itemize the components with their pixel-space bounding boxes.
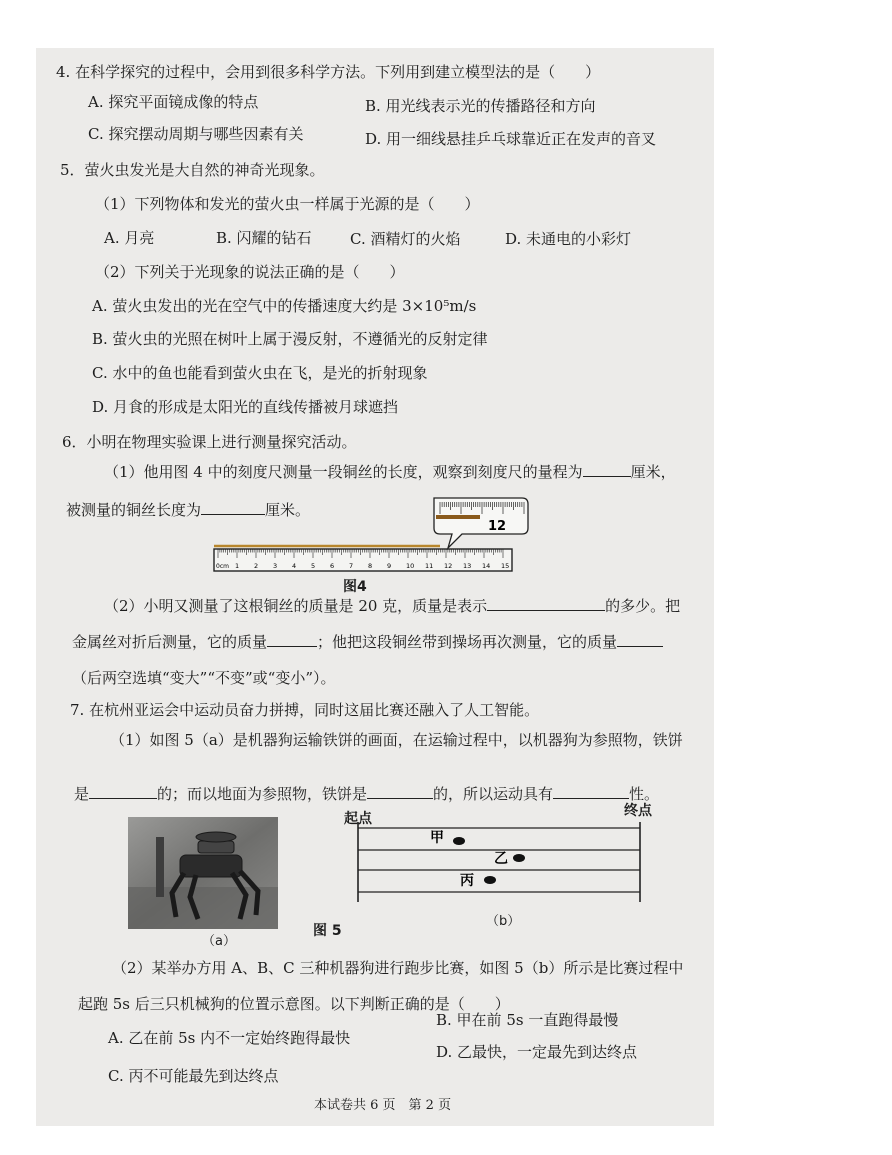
page-footer: 本试卷共 6 页 第 2 页	[314, 1098, 452, 1113]
ruler-tick-label: 15	[501, 562, 510, 570]
q7-option-d: D. 乙最快，一定最先到达终点	[436, 1043, 638, 1061]
q7-p1-text-b: 是	[74, 785, 90, 803]
ruler-unit-label: 0cm	[216, 563, 229, 570]
q6-range-blank[interactable]	[583, 462, 631, 477]
figure-5a-caption: （a）	[202, 934, 236, 949]
ruler-tick-label: 3	[273, 562, 278, 570]
q6-part2-line1	[104, 596, 680, 616]
runner-yi-dot	[513, 854, 525, 862]
q5-s2-option-c: C. 水中的鱼也能看到萤火虫在飞，是光的折射现象	[92, 364, 428, 382]
q5-s1-option-c: C. 酒精灯的火焰	[350, 230, 461, 248]
ruler-tick-label: 8	[368, 562, 373, 570]
figure-5a-robot-dog-photo	[128, 817, 278, 929]
zoom-callout-label: 12	[488, 519, 507, 534]
figure-5b-caption: （b）	[486, 914, 521, 929]
q4-option-d: D. 用一细线悬挂乒乓球靠近正在发声的音叉	[365, 130, 657, 148]
q6-p1-text-c: 被测量的铜丝长度为	[66, 501, 202, 519]
q4-option-b: B. 用光线表示光的传播路径和方向	[365, 97, 596, 115]
ruler-tick-label: 1	[235, 562, 240, 570]
q7-p1-text-e: 性。	[629, 785, 660, 803]
finish-label: 终点	[624, 803, 652, 819]
q7-blank-3[interactable]	[553, 784, 629, 799]
q7-part1-line1: （1）如图 5（a）是机器狗运输铁饼的画面，在运输过程中，以机器狗为参照物，铁饼	[110, 731, 683, 749]
q7-option-a: A. 乙在前 5s 内不一定始终跑得最快	[108, 1029, 351, 1047]
q5-s1-option-d: D. 未通电的小彩灯	[505, 230, 632, 248]
q7-blank-1[interactable]	[89, 784, 157, 799]
q6-part2-line2	[72, 632, 663, 652]
q7-part1-line2	[74, 784, 659, 804]
figure-5-caption: 图 5	[313, 923, 342, 939]
ruler-tick-label: 12	[444, 562, 453, 570]
q6-p2-text-b: 的多少。把	[605, 597, 681, 615]
ruler-tick-label: 10	[406, 562, 415, 570]
q5-stem: 5．萤火虫发光是大自然的神奇光现象。	[60, 161, 325, 179]
q6-p2-text-c: 金属丝对折后测量，它的质量	[72, 633, 268, 651]
q5-sub1: （1）下列物体和发光的萤火虫一样属于光源的是（ ）	[95, 195, 480, 213]
q7-blank-2[interactable]	[367, 784, 433, 799]
q6-p1-text-d: 厘米。	[265, 501, 311, 519]
ruler-tick-label: 11	[425, 562, 434, 570]
q4-option-c: C. 探究摆动周期与哪些因素有关	[88, 125, 304, 143]
q6-part1-line1	[104, 462, 676, 482]
q7-option-b: B. 甲在前 5s 一直跑得最慢	[436, 1011, 619, 1029]
runner-yi-label: 乙	[494, 851, 508, 867]
runner-jia-label: 甲	[430, 830, 444, 846]
ruler-tick-label: 5	[311, 562, 316, 570]
zoom-wire-end	[436, 515, 480, 519]
q6-p2-text-d: ；他把这段铜丝带到操场再次测量，它的质量	[317, 633, 618, 651]
q6-mass-blank[interactable]	[487, 596, 605, 611]
q6-p1-text-b: 厘米，	[630, 463, 676, 481]
q6-p1-text-a: （1）他用图 4 中的刻度尺测量一段铜丝的长度，观察到刻度尺的量程为	[104, 463, 583, 481]
q7-part2-line2: 起跑 5s 后三只机械狗的位置示意图。以下判断正确的是（ ）	[78, 995, 510, 1013]
ruler-tick-label: 13	[463, 562, 472, 570]
q6-stem: 6．小明在物理实验课上进行测量探究活动。	[62, 433, 357, 451]
q6-p2-text-a: （2）小明又测量了这根铜丝的质量是 20 克，质量是表示	[104, 597, 488, 615]
q6-location-blank[interactable]	[617, 632, 663, 647]
ruler-tick-label: 7	[349, 562, 354, 570]
figure-4-ruler	[200, 486, 530, 578]
ruler-tick-label: 4	[292, 562, 297, 570]
q5-s1-option-a: A. 月亮	[104, 229, 155, 247]
ruler-tick-label: 6	[330, 562, 335, 570]
q6-fold-blank[interactable]	[267, 632, 317, 647]
start-label: 起点	[344, 811, 372, 827]
q5-s2-option-b: B. 萤火虫的光照在树叶上属于漫反射，不遵循光的反射定律	[92, 330, 488, 348]
q7-p1-text-d: 的，所以运动具有	[433, 785, 554, 803]
runner-bing-label: 丙	[460, 873, 474, 889]
runner-jia-dot	[453, 837, 465, 845]
figure-5b-race-diagram	[356, 822, 646, 904]
q5-s2-option-a: A. 萤火虫发出的光在空气中的传播速度大约是 3×10⁵m/s	[92, 297, 477, 315]
q7-stem: 7. 在杭州亚运会中运动员奋力拼搏，同时这届比赛还融入了人工智能。	[70, 701, 540, 719]
q5-s1-option-b: B. 闪耀的钻石	[216, 229, 312, 247]
ruler-tick-label: 14	[482, 562, 491, 570]
q7-part2-line1: （2）某举办方用 A、B、C 三种机器狗进行跑步比赛，如图 5（b）所示是比赛过程中	[112, 959, 684, 977]
runner-bing-dot	[484, 876, 496, 884]
q7-p1-text-c: 的；而以地面为参照物，铁饼是	[157, 785, 368, 803]
ruler-tick-label: 9	[387, 562, 392, 570]
q5-sub2: （2）下列关于光现象的说法正确的是（ ）	[95, 263, 405, 281]
q7-option-c: C. 丙不可能最先到达终点	[108, 1067, 279, 1085]
q5-s2-option-d: D. 月食的形成是太阳光的直线传播被月球遮挡	[92, 398, 399, 416]
figure-4-caption: 图4	[343, 579, 367, 595]
q4-stem: 4. 在科学探究的过程中，会用到很多科学方法。下列用到建立模型法的是（ ）	[56, 63, 601, 81]
q6-part2-line3: （后两空选填“变大”“不变”或“变小”）。	[72, 669, 336, 687]
ruler-tick-label: 2	[254, 562, 259, 570]
q4-option-a: A. 探究平面镜成像的特点	[88, 93, 259, 111]
